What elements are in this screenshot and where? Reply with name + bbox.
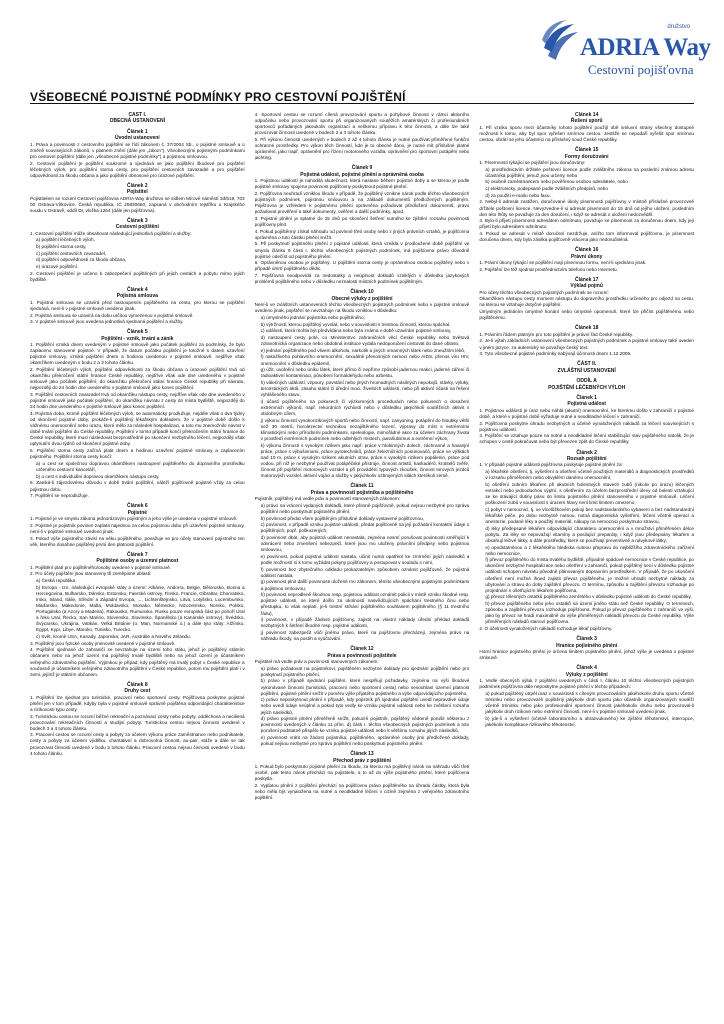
article-title: Článek 4: [127, 287, 148, 293]
part-title: ČÁST II.: [577, 361, 597, 368]
article-subtitle: Pojistná smlouva: [116, 293, 158, 300]
paragraph: Okamžikem nástupu cesty moment nástupu do dopravního prostředku určeného pro odjezd na cestu, na kterou se vztahuje dotyčné pojištění.: [479, 296, 694, 308]
paragraph: 2. Pojištění lze též sjednat prostřednictvím telefonu nebo Internetu.: [479, 266, 618, 272]
list-item: d) právo pojistné plnění přiměřeně snížit, pokud-li pojistník, pojištěný vědomě porušil některou z povinností uvedených v článku 11 přím. d) části I. těchto všeobecných pojistných podmínek a toto porušení podstatně přispělo ke vzniku pojistné události nebo k většímu rozsahu jejích následků,: [260, 716, 470, 734]
paragraph: 3. Tyto všeobecné pojistné podmínky nabývají účinnosti dnem 1.12.2005.: [479, 351, 632, 357]
list-item: i) povinnost, v případě žádosti pojišťovny, zajistit na vlastní náklady úřední překlad dokladů nezbytných k šetření škodné resp. pojistné události,: [260, 617, 470, 629]
list-item: c) elektronicky, podepsané podle zvláštních předpisů, nebo: [485, 186, 608, 192]
article-title: Článek 10: [350, 289, 374, 296]
paragraph: 1. Pojištění vzniká dnem uvedeným v pojistné smlouvě jako počátek pojištění za podmínky, že bylo zaplaceno stanovené pojistné. V případě, že datum počátku pojištění je totožné s datem uzavření pojistné smlouvy, vzniká pojištění dnem a hodinou uvedenou v pojistné smlouvě, nejdříve však okamžikem uvedeným v bodu 2 a 3 tohoto článku.: [30, 342, 245, 366]
column-1: [30, 112, 245, 1012]
paragraph: 1. Pojistná smlouva se uzavírá před nastoupením pojištěného na cestu, pro kterou se pojištění sjednává, není-li v pojistné smlouvě uvedeno jinak.: [30, 299, 245, 311]
list-item: c) pojištění cestovních zavazadel,: [36, 250, 107, 256]
list-item: b) jde-li o vyšetření (včetně laboratorního a ultrazvukového) ke zjištění těhotenství, interrupce, jakékoliv komplikace rizikového těhotenství.: [485, 715, 694, 727]
paragraph: 1. V případě pojistné události pojišťovna poskytuje pojistné plnění za:: [479, 462, 623, 468]
list-item: k) výkonu činností s vysokým rizikem jako např. práce v hlubinných dolech, záchranné a havarijní práce, práce s výbušninami, práce pyrotechniků, práce železničních posunovačů, práce ve výškách nad 10 m, práce s vysokým rizikem akutních otrav, práce s vysokým rizikem popálenin, práce pod vodou, při níž je nezbytné používat potápěčské přístroje, činnost artistů, kaskadérů, krotitelů zvěře, činnost při pojištění motorových vozidel a při provádění typových zkoušek, činnost torových jezdců motorových vozidel, aktivní vojáci a služby v jakýchkoliv ozbrojených silách kterékoli země.: [260, 442, 470, 479]
paragraph: 1. Pojistnou událostí je nahodilá skutečnost, která nastane během pojistné doby a se kterou je podle pojistné smlouvy spojena povinnost pojišťovny poskytnout pojistné plnění.: [254, 178, 470, 190]
paragraph: 5. Při poskytnutí pojistného plnění z pojistné události, která vznikla v prodloužené době pojištění ve smyslu článku 5 části I. těchto všeobecných pojistných podmínek, má pojišťovna právo důvodně pojistné odečíst od pojistného plnění.: [254, 241, 470, 259]
paragraph: 3. Pojištěný jsou fyzické osoby jmenovitě uvedené v pojistné smlouvě.: [30, 640, 176, 646]
article-subtitle: Právní úkony: [570, 253, 603, 260]
paragraph: 7. Pojišťovna neodpovídá za nedostatky a neúplnost dokladů vzniklých v důsledku jazykových problémů pojištěného nebo v důsledku neznalosti místních podmínek pojištěným.: [254, 273, 470, 285]
paragraph: 4. Pojistná doba, kromě pojištění léčebných výloh, se automaticky prodlužuje, nejdéle však o dva týdny od skončení pojistné doby, prokáže-li pojištěný lékařským dokladem, že v pojistné době došlo k vážnému onemocnění nebo úrazu, které mělo za následek hospitalizaci, a toto mu znemožnilo návrat v době trvání pojištění do České republiky. Pojištění v tomto případě končí překročením státní hranice do České republiky, které musí následovat bezprostředně po skončení nezbytného léčení, nejpozději však uplynutím dvou týdnů od skončení pojistné doby.: [30, 411, 245, 447]
paragraph: 1. Vedle obecných výluk z pojištění uvedených v části I. článku 10 těchto všeobecných pojistných podmínek pojišťovna dále neposkytne pojistné plnění v těchto případech:: [479, 678, 694, 690]
list-item: a) pojištění léčebných výloh,: [36, 237, 95, 243]
list-item: b) výtržnosti, kterou pojištěný vyvolal, nebo v souvislosti s trestnou činností, kterou spáchal,: [260, 321, 451, 327]
list-item: c) Svět, kromě USA, Kanady, Japonska, JAR, Austrálie a Nového Zélandu.: [36, 633, 191, 639]
article-subtitle: Cestovní pojištění: [115, 224, 159, 231]
paragraph: Horní hranice pojistného plnění je určena limitem pojistného plnění, jehož výše je uvedena v pojistné smlouvě.: [479, 649, 694, 661]
list-item: e) povinnost, pokud pojistná událost nastala, učinit nutná opatření ke zmírnění jejích následků a podle možností si k tomu vyžádat pokyny pojišťovny a postupovat v souladu s nimi,: [260, 553, 470, 565]
article-subtitle: Pojistné: [127, 509, 148, 516]
paragraph: 1. Pojištění platí pro pojištěného/osoby uvedené v pojistné smlouvě.: [30, 564, 171, 570]
paragraph: 1. Právní úkony týkající se pojištění mají písemnou formu, není-li ujednáno jinak.: [479, 260, 647, 266]
article-subtitle: Pojistitel: [126, 189, 148, 196]
article-title: Článek 17: [575, 276, 599, 283]
paragraph: 2. Pro účely pojištění jsou stanoveny tři zeměpisné oblasti:: [30, 571, 152, 577]
article-title: Článek 13: [350, 751, 374, 758]
list-item: a) právo na vrácení vydaných dokladů, které přesně pojišťovně, pokud nejsou nezbytné pro správu pojištění nebo poskytnutí pojistného plnění,: [260, 502, 470, 514]
article-title: Článek 15: [575, 147, 599, 154]
paragraph: 2. Pojišťovna neuhradí vzniklou škodu v případě, že pojištěný vznikne nárok podle těchto všeobecných pojistných podmínek, pojistnou smlouvou a na základě dokumentů předložených pojištěným. Pojišťovna je vzhledem k pojistnému plnění oprávněna požadovat předložení dokumentů, pravo požadovat prověření a také dokumenty, ověření a další podmínky, apod.: [254, 190, 470, 215]
article-title: Článek 11: [350, 483, 374, 490]
paragraph: 3. Pojistné plnění je splatné do 15 dnů po skončení šetření nutného ke zjištění rozsahu povinnosti pojišťovny plnit.: [254, 215, 470, 227]
list-item: b) povinnost předat všem pojištěným příslušné doklady vystavené pojišťovnou,: [260, 515, 424, 521]
article-subtitle: Řešení sporů: [570, 118, 603, 125]
article-subtitle: Rozsah pojištění: [566, 455, 607, 462]
article-title: Článek 2: [127, 182, 148, 189]
list-item: d) pojištění odpovědnosti za škodu občana,: [36, 257, 127, 263]
list-item: a) u cest se společnou dopravou okamžikem nastoupení pojištěného do dopravního prostředku určeného cestovní kanceláří,: [36, 460, 245, 473]
paragraph: 2. Pojišťovna poskytne úhradu nezbytných a účelně vynaložených nákladů za léčení souvisejících s pojistnou událostí.: [479, 420, 694, 432]
paragraph: 3. Pracovní cestou se rozumí cesty a pobyty za účelem výkonu práce zaměstnance nebo podnikatele, cesty a pobyty za účelem výdělku, charitativní a dobrovolná činnost, au-pair, stáže a dále se tak provozovat činnosti uvedené v bodu 2 tohoto článku. Pracovní cestou nejsou činnosti uvedené v bodu 4 tohoto článku.: [30, 732, 245, 756]
article-subtitle: Výluky z pojištění: [565, 671, 608, 678]
list-item: j) povinnost zabezpečit vůči jinému právo, které na pojišťovnu přecházejí, zejména právo na náhradu škody, na postih a vyúčtování.: [260, 630, 470, 642]
article-subtitle: Pojistná událost: [567, 401, 606, 408]
list-item: b) osobně zaměstnancem nebo pověřenou osobou odesilatele, nebo: [485, 179, 628, 185]
paragraph: 3. Pokud výše pojistného závisí na věku pojištěného, považuje se pro účely stanovení pojistného ten věk, kterého dosáhne pojištěný první den platnosti pojištění.: [30, 535, 245, 547]
list-item: a) prostřednictvím držitele poštovní licence podle zvláštního zákona na poslední známou adresu účastníka pojištění, jemuž jsou určeny, nebo: [485, 166, 694, 178]
article-title: Článek 3: [127, 217, 148, 224]
column-2: [255, 112, 470, 1012]
article-subtitle: Hranice pojistného plnění: [556, 642, 618, 649]
article-subtitle: Přechod práv z pojištění: [333, 757, 391, 764]
paragraph: 1. Při vzniku sporu mezi účastníky tohoto pojištění použijí obě smluvní strany všechny dostupné možnosti k tomu, aby byl spor vyřešen smírnou cestou. Jestliže se nepodaří vyřešit spor smírnou cestou, obrátí se jeho účastníci na příslušný soud České republiky.: [479, 124, 694, 142]
paragraph: 3. Bylo-li přijetí písemnosti adresátem odmítnuto, považuje se písemnost za doručenou dnem, kdy její přijetí bylo adresátem odmítnuto.: [479, 218, 694, 230]
column-3: [479, 112, 694, 1012]
paragraph: 2. Vyplatou plnění z pojištění přechází na pojišťovnu právo pojištěného na úhradu částky, která byla nebo měla být vynaložena na nutné a neodkladné léčení v cizině zejména z veřejného zdravotního pojištění.: [254, 782, 470, 801]
list-item: c) právo neposkytnout plnění v případě, kdy pojistník při sjednání pojištění uvedl nepravdivé údaje nebo uvedl údaje neúplné a pokud tyto vedly ke vzniku pojistné události nebo ke zvětšení rozsahu jejích následků,: [260, 697, 470, 715]
list-item: b) pojištění storna cesty,: [36, 244, 87, 250]
paragraph: 2. Je-li výtah základních ustanovení všeobecných pojistných podmínek a pojistné smlouvy také uveden v jiném jazyce, za autentický se považuje český text.: [479, 338, 694, 350]
list-item: a) právo požadovat na pojistníkovi, pojištěném nezbytné doklady pro sjednání pojištění nebo pro poskytnutí pojistného plnění,: [260, 665, 470, 677]
article-title: Článek 7: [127, 551, 148, 558]
paragraph: 3. Pojištění se vztahuje pouze na nutné a neodkladné léčení stabilizující stav pojištěného natolik, že je schopen v cestě pokračovat nebo být převezen zpět do České republiky.: [479, 433, 694, 445]
paragraph: 1. Písemnosti týkající se pojištění jsou doručovány:: [479, 159, 586, 165]
list-item: h) válečných událostí, vzpoury, povstání nebo jiných hromadných násilných nepokojů, stávky, výluky, teroristických aktů, zásahu státní či úřední moci, živelních událostí, nebo při aktivní účasti na řešení vyhlášeného stavu,: [260, 380, 470, 398]
paragraph: 4. Pokud se adresát v místě doručení nezdržuje, anižto tom informoval pojišťovnu, je písemnost doručena dnem, kdy byla zásilka pojišťovně vrácena jako nedoručitelná.: [479, 231, 694, 243]
list-item: c) události, která mohla být předvídána nebo byla známa v době uzavírání pojistné smlouvy,: [260, 328, 452, 334]
list-item: b) právo v případě sjednání pojištění, které nesplňují požadavky, zejména na výši škodové vykonávané činnosti (turistická, pracovní nebo sportovní cesta) nebo nesouhlasí územní platnost pojištění, pojistné plnění snížit v poměru výše přijatého pojistného a výše odpovídajícího pojistného,: [260, 678, 470, 696]
list-item: e) povinnost vrátit na žádost pojistníka, pojištěného, oprávněné osoby jimi předložené doklady, pokud nejsou nezbytné pro správu pojištění nebo poskytnutí pojistného plnění.: [260, 735, 470, 747]
list-item: h) povinnost neprodleně škodnou resp. pojistnou událost oznámit policii v místě vzniku škodné resp. pojistné události, se které došlo za okolností nasvědčujících spáchání trestného činu nebo přestupku, to však neplatí, je-li trestní stíhání pojištěného souhlasem pojištěného (§ 11 trestního řádu),: [260, 592, 470, 616]
article-subtitle: Formy doručování: [564, 153, 609, 160]
article-subtitle: Práva a povinnosti pojistníka a pojištěného: [310, 489, 414, 496]
paragraph: 2. Cestovní pojištění je pojištění soukromé a sjednává se jako pojištění škodové pro pojištění léčebných výloh, pro pojištění stornа cesty, pro pojištění cestovních zavazadel a pro pojištění odpovědnosti za škodu občana a jako pojištění obnosové pro úrazové pojištění.: [30, 160, 245, 178]
article-title: Článek 6: [127, 503, 148, 510]
title-divider: [30, 103, 694, 104]
list-item: a) lékařské ošetření, tj. vyšetření a ošetření včetně použitých materiálů a diagnostických prostředků v rozsahu přiměřeném nebo obvyklém danému onemocnění,: [485, 469, 694, 481]
list-item: a) Česká republika: [36, 577, 76, 583]
paragraph: 6. Zaniká-li zájezdovému důvodu v době trvání pojištění, náleží pojišťovně pojistné vždy za celou pojistnou dobu.: [30, 480, 245, 492]
part-subtitle: OBECNÁ USTANOVENÍ: [109, 118, 166, 125]
brand-name: ADRIA Way: [580, 34, 711, 61]
paragraph: Úmyslným jednáním úmyslné konání nebo úmyslné opomenutí, které lze přičíst pojištěnému nebo pojištěnému.: [479, 309, 694, 321]
list-item: d) nastoupení cesty poté, co Ministerstvo zahraničních věcí České republiky nebo Světová zdravotnická organizace nebo obdobná instituce vydala nedoporučení cestovat do dané oblasti,: [260, 334, 470, 347]
list-item: g) povinnost plnit další povinnosti uložené mu zákonem, těmito všeobecnými pojistnými podmínkami a pojistnou smlouvou,: [260, 579, 470, 591]
article-subtitle: Obecné výluky z pojištění: [331, 295, 393, 302]
list-item: d) povinnost dbát, aby pojistná událost nenastala, zejména nesmí porušovat povinnosti směřující k odvrácení nebo zmenšení nebezpečí, které jsou mu uloženy právními předpisy nebo pojistnou smlouvou,: [260, 535, 470, 553]
list-item: e) úrazové pojištění.: [36, 264, 79, 270]
paragraph: 1. Pojistné je ve smyslu zákona jednorázovým pojistným a jeho výše je uvedena v pojistné smlouvě.: [30, 516, 238, 522]
paragraph: 1. Pojištění lze sjednat pro turistické, pracovní nebo sportovní cesty. Pojišťovna poskytne pojistné plnění jen v tom případě, kdyby byla v pojistné smlouvě správně pojištěna odpovídající charakteristice a rizikovosti typu cesty.: [30, 694, 245, 712]
list-item: d) léky předepsané lékařem odpovídající charakteru onemocnění a v množství přiměřeném délce pobytu. Za léky se nepovažují vitamíny a posilující preparáty, i když jsou předepsány lékařem a obsahují léčivé látky, a dále prostředky, které se používají preventivně a návykové látky,: [485, 525, 694, 543]
list-item: h) převoz pojištěného nebo jeho ostatků na území jiného státu než České republiky. O termínech, způsobu a zajištění převozu rozhoduje pojišťovna. Pokud je převoz pojištěného z zahraničí ve výši, jako by převoz se hradí maximálně do výše přiměřených nákladů převozu do České republiky. Výše přiměřených nákladů stanoví pojišťovna.: [485, 601, 694, 625]
paragraph: 2. Nebyl-li adresát zastižen, doručované úkoly písemnosti pojišťovny v místně příslušné provozovně držitele poštovní licence. Nevyzvedne-li si adresát písemnost do 15 dnů od jejího uložení, posledním den této lhůty se považuje za den doručení, i když se adresát o uložení nedozvěděl.: [479, 199, 694, 217]
list-item: a) pokud pojištěný utrpěl úraz v souvislosti s cíleným provozováním jakéhokoliv druhu sportu včetně tréninku nebo provozoval-li pojištěný jakýkoliv druh sportu jako účastník organizovaných soutěží včetně tréninku nebo jako profesionální sportovní činnost jakéhokoliv druhu nebo provozoval-li jakýkoliv druh rizikové nebo extrémní činnosti, není-li v pojistné smlouvě uvedeno jinak,: [485, 690, 694, 715]
article-title: Článek 3: [576, 636, 597, 643]
article-title: Článek 18: [575, 325, 599, 332]
list-item: f) povinnost bez zbytečného odkladu prokazatelným způsobem oznámit pojišťovně, že pojistná událost nastala,: [260, 566, 470, 578]
brand-small-label: družstvo: [667, 24, 690, 30]
paragraph: 1. Pokud bylo poskytnuto pojistné plnění za škodu, za kterou má pojištěný nárok na náhradu vůči třetí osobě, pak tento nárok přechází na pojistitele, a to až do výše pojistného plnění, které pojišťovna poskytla.: [254, 764, 470, 782]
list-item: e) opodstatněnou a z lékařského hlediska nutnou přepravu do nejbližšího zdravotnického zařízení nebo nemocnice,: [485, 544, 694, 556]
paragraph: 3. Pojištění cestovních zavazadel trvá od okamžiku nástupu cesty, nejdříve však ode dne uvedeného v pojistné smlouvě jako počátek pojištění, do okamžiku návratu z cesty do místa bydliště, nejpozději do 24 hodin dne uvedeného v pojistné smlouvě jako konec pojištění.: [30, 392, 245, 410]
article-title: Článek 8: [127, 681, 148, 688]
list-item: c) pobyt v nemocnici, tj. ve vícelůžkovém pokoji bez nadstandardního vybavení a bez nadstandardní lékařské péče, po dobu nezbytně nutnou, nutná diagnostická vyšetření, léčení včetně operací a anestezie, podané léky a použitý materiál, nákupy na nemocnici poskytnuto stravou,: [485, 506, 694, 524]
paragraph: 2. Pojištění léčebných výloh, pojištění odpovědnosti za škodu občana a úrazové pojištění trvá od okamžiku překročení státní hranice České republiky, nejdříve však ode dne uvedeného v pojistné smlouvě jako počátek pojištění, do okamžiku překročení státní hranice České republiky při návratu, nejpozději do 24 hodin dne uvedeného v pojistné smlouvě jako konec pojištění.: [30, 367, 245, 391]
paragraph: 1. Cestovní pojištění může obsahovat následující jednotlivá pojištění a služby:: [30, 230, 192, 236]
part-subtitle: ZVLÁŠTNÍ USTANOVENÍ: [557, 367, 616, 374]
paragraph: 1. Práva a povinnosti z cestovního pojištění se řídí zákonem č. 37/2004 Sb., o pojistné smlouvě a o změně souvisejících zákonů, v platném znění (dále jen „zákon"), Všeobecnými pojistnými podmínkami pro cestovní pojištění (dále jen „všeobecné pojistné podmínky") a pojistnou smlouvou.: [30, 141, 245, 159]
article-title: Článek 9: [351, 165, 373, 172]
paragraph: Pojistitelem se rozumí Cestovní pojišťovna ADRIA Way družstvo se sídlem Mírové náměstí 3d/519, 703 00 Ostrava-Vítkovice, Česká republika, IČ 25830660, zapsaná v obchodním rejstříku u Krajského soudu v Ostravě, oddíl Dr, vložka 1264 (dále jen pojišťovna).: [30, 195, 245, 213]
article-subtitle: Výklad pojmů: [570, 283, 603, 290]
article-subtitle: Práva a povinnosti pojistitele: [327, 652, 397, 659]
article-title: Článek 14: [575, 112, 599, 118]
paragraph: 2. Pojistné je pojistník povinen zaplatit najednou za celou pojistnou dobu při uzavření pojistné smlouvy, není-li v pojistné smlouvě uvedeno jinak.: [30, 522, 245, 534]
paragraph: Pro účely těchto všeobecných pojistných podmínek se rozumí:: [479, 289, 609, 295]
paragraph: 4. Pojištění sjednané do zahraničí se nevztahuje na území toho státu, jehož je pojištěný státním občanem nebo na jehož území má pojištěný trvalé bydliště nebo na jehož území je účastníkem veřejného zdravotního pojištění. Výjimkou je případ, kdy pojištěný má trvalý pobyt v České republice a současně je účastníkem veřejného zdravotního pojištění v České republice, potom mu pojištění platí i v zemi, jejímž je státním občanem.: [30, 647, 245, 677]
list-item: j) výkonu činností vysokorizikových sportů nebo činností, např. canyoning, potápění do hloubky větší než 30 metrů, horolezectví technikou nezajištěného lezení, výpravy do míst s extrémními klimatickými nebo přírodními podmínkami, speleologie, mimořádné akce za účelem záchrany života v prostředí extrémních podmínek nebo odlehlých místech, parašutismus a extrémní výkon,: [260, 417, 470, 442]
paragraph: 7. Pojištění se neprodlužuje.: [30, 493, 89, 499]
paragraph: 4. Pokud pojištěnný získal náhradu od povinné třetí osoby nebo z jiných právních vztahů, je pojišťovna oprávněna o tuto částku plnění snížit.: [254, 228, 470, 240]
paragraph: 2. Cestovní pojištění je určeno k zabezpečení pojištěných při jejich cestách a pobytu mimo jejich bydliště.: [30, 270, 245, 282]
list-item: c) povinnost, v případě vzniku pojistné události, předat pojišťovně na její požádání kontaktní údaje o pojištěných, popř. poškozených,: [260, 522, 470, 534]
list-item: f) nakažlivého pohlavního onemocnění, sexuálně přenosných nemocí nebo AIDS, přenos viru HIV, onemocnění v důsledku epidemií,: [260, 354, 470, 366]
list-item: g) převoz tělesných ostatků pojištěného zemřelého v důsledku pojistné události do České republiky,: [485, 594, 692, 600]
document-title: VŠEOBECNÉ POJISTNÉ PODMÍNKY PRO CESTOVNÍ POJIŠTĚNÍ: [30, 90, 406, 104]
list-item: a) úmyslného jednání pojistníka nebo pojištěného,: [260, 314, 365, 320]
article-subtitle: Pojištění - vznik, trvání a zánik: [101, 335, 174, 342]
section-subtitle: POJIŠTĚNÍ LÉČEBNÝCH VÝLOH: [548, 384, 626, 391]
article-title: Článek 12: [350, 646, 374, 653]
part-title: ČÁST I.: [128, 112, 147, 118]
paragraph: Pojistitel má vedle práv a povinností stanovených zákonem:: [254, 659, 379, 664]
list-item: d) za použití e-mailu nebo faxu.: [485, 192, 551, 198]
list-item: f) převoz pojištěného do místa trvalého bydliště, případně spádové nemocnice v České republice, po ukončení nezbytné hospitalizace nebo ošetření v zahraničí, pokud pojištěný není v důsledku pojistné události schopen návratu původně plánovaným dopravním prostředkem. V případě, že po ukončení ošetření není možné ihned zajistit převoz pojištěného, je možné uhradit nezbytné náklady za ubytování a stravu do doby zajištění převozu. O termínu, způsobu a zajištění převozu rozhoduje po projednání s ošetřujícím lékařem pojišťovna,: [485, 557, 694, 593]
article-title: Článek 1: [576, 394, 597, 401]
section-title: ODDÍL A: [576, 378, 597, 385]
article-subtitle: Úvodní ustanovení: [114, 135, 160, 142]
paragraph: 3. V pojistné smlouvě jsou uvedena jednotlivá sjednaná pojištění a služby.: [30, 319, 184, 325]
paragraph: 2. Turistickou cestou se rozumí běžné rekreační a poznávací cesty nebo pobyty, odděchová a neciliená provozování rekreačních činností a studijní pobyty. Turistickou cestou nejsou činnosti uvedené v bodech 3 a 4 tohoto článku.: [30, 713, 245, 731]
list-item: b) Evropa - tzn. následující evropské státy a území: Albánie, Andorra, Belgie, Bělorusko, Bosna a Hercegovina, Bulharsko, Dánsko, Estonsko, Faerské ostrovy, Finsko, Francie, Gibraltar, Chorvatsko, Irsko, Island, Itálie, Střední a Západní Evropa, ..., Lichtenštejnsko, Litva, Lotyšsko, Lucembursko, Maďarsko, Makedonie, Malta, Moldavsko, Monako, Německo, Nizozemsko, Norsko, Polsko, Portugalsko (a Azory a Madeira), Rakousko, Rumunsko, Rusko pouze evropská část po pohoří Ural a řeku Ural, Řecko, San Marino, Slovensko, Slovinsko, Španělsko (a Kanárské ostrovy), Švédsko, Švýcarsko, Ukrajina, Vatikán, Velká Británie (o. Man, Normanské o.) a dále tyto státy: Alžírsko, Egypt, Kypr, Libye, Maroko, Tunisko, Turecko.: [36, 584, 245, 633]
article-title: Článek 4: [576, 665, 597, 672]
paragraph: 1. Pojistnou událostí je úraz nebo náhlá (akutní) onemocnění, ke kterému došlo v zahraničí v pojistné době, a které v pojistné době vyžaduje nutné a neodkladné léčení v zahraničí.: [479, 407, 694, 419]
list-item: e) jednání pojištěného pod vlivem alkoholu, narkotik a jiných omamných látek nebo zneužitím léků,: [260, 347, 466, 353]
article-title: Článek 5: [127, 329, 148, 336]
article-subtitle: Pojištěné osoby a územní platnost: [96, 558, 179, 565]
paragraph: 2. Pojistná smlouva se uzavírá na dobu určitou vymezenou v pojistné smlouvě.: [30, 312, 194, 318]
paragraph: Není-li ve zvláštních ustanoveních těchto všeobecných pojistných podmínek nebo v pojistné smlouvě uvedeno jinak, pojištění se nevztahuje na škodu vzniklou v důsledku:: [254, 302, 470, 314]
article-title: Článek 1: [127, 128, 148, 135]
paragraph: 5. Při výkonu činností uvedených v bodech 2 až 4 tohoto článku je nutné používat přiměřené funkční ochranné prostředky. Pro výkon těch činností, kde je to obecně dáno, je nutné mít příslušné platné oprávnění, jako např. oprávnění pro řízení motorového vozidla, oprávnění pro sportovní potápění nebo jachting.: [254, 136, 470, 161]
paragraph: Pojistník, pojištěný má vedle práv a povinností stanovených zákonem:: [254, 496, 401, 502]
article-title: Článek 2: [576, 449, 597, 456]
company-logo: [540, 18, 711, 78]
article-subtitle: Pojistná událost, pojistné plnění a oprávněná osoba: [300, 171, 424, 178]
article-subtitle: Druhy cest: [124, 688, 151, 695]
paragraph: 6. Oprávněnou osobou je pojištěný. U pojištění storna cesty je oprávněnou osobou pojištěný nebo v případě úmrtí pojištěného dědic.: [254, 260, 470, 272]
list-item: i) účasti pojištěného na pokusech či výzkumných procedurách nebo pokusech o dosažení extrémních výkonů, např. rekordních rychlostí nebo v důsledku jakýchkoli soutěžních aktivit s obdobným cílem,: [260, 398, 470, 417]
brand-subtitle: Cestovní pojišťovna: [588, 62, 694, 77]
wave-icon: [540, 18, 580, 62]
paragraph: 4. Sportovní cestou se rozumí cílená provozování sportu a pohybové činnosti v rámci aktivního odpočinku nebo provozování sportu při organizovaných soutěžích amatérských či profesionálních sportovců pořádaných jakoukoliv organizací a veškerou přípravu k této činnosti, a dále lze také provozovat činnosti uvedené v bodech 2 a 3 tohoto článku.: [254, 112, 470, 136]
article-title: Článek 16: [575, 247, 599, 254]
list-item: b) ošetření zubním lékařem při akutních bolestivých stavech zubů (nikoliv po úrazu) léčených extrakcí nebo jednoduchou výplní, s ošetřením za účelem bezprostřední úlevy od bolesti vztahující se ke stávající dutiny pásu do limitu pojistného plnění stanoveného v pojistné smlouvě. Léčení poškození zubů v souvislosti s úrazem hlavy není limit limitem omezeno,: [485, 481, 694, 506]
document-body: [30, 112, 694, 1012]
paragraph: 1. Právním řádem platným pro toto pojištění je právní řád České republiky.: [479, 331, 634, 337]
list-item: b) u cest s individuální dopravou okamžikem nástupu cesty.: [36, 473, 160, 479]
paragraph: 5. Pojištění storna cesty začíná platit dnem a hodinou uzavření pojistné smlouvy a zaplacením pojistného. Pojištění storna cesty končí:: [30, 448, 245, 460]
paragraph: 2. O účelnosti vynaložených nákladů rozhoduje lékař pojišťovny.: [479, 626, 613, 632]
list-item: g) úžit, uvolnění nebo úniku látek, které přímo či nepřímo způsobí jadernou reakci, jaderné záření či radioaktivní kontaminaci, působení formaldehydu nebo azbestu,: [260, 367, 470, 379]
